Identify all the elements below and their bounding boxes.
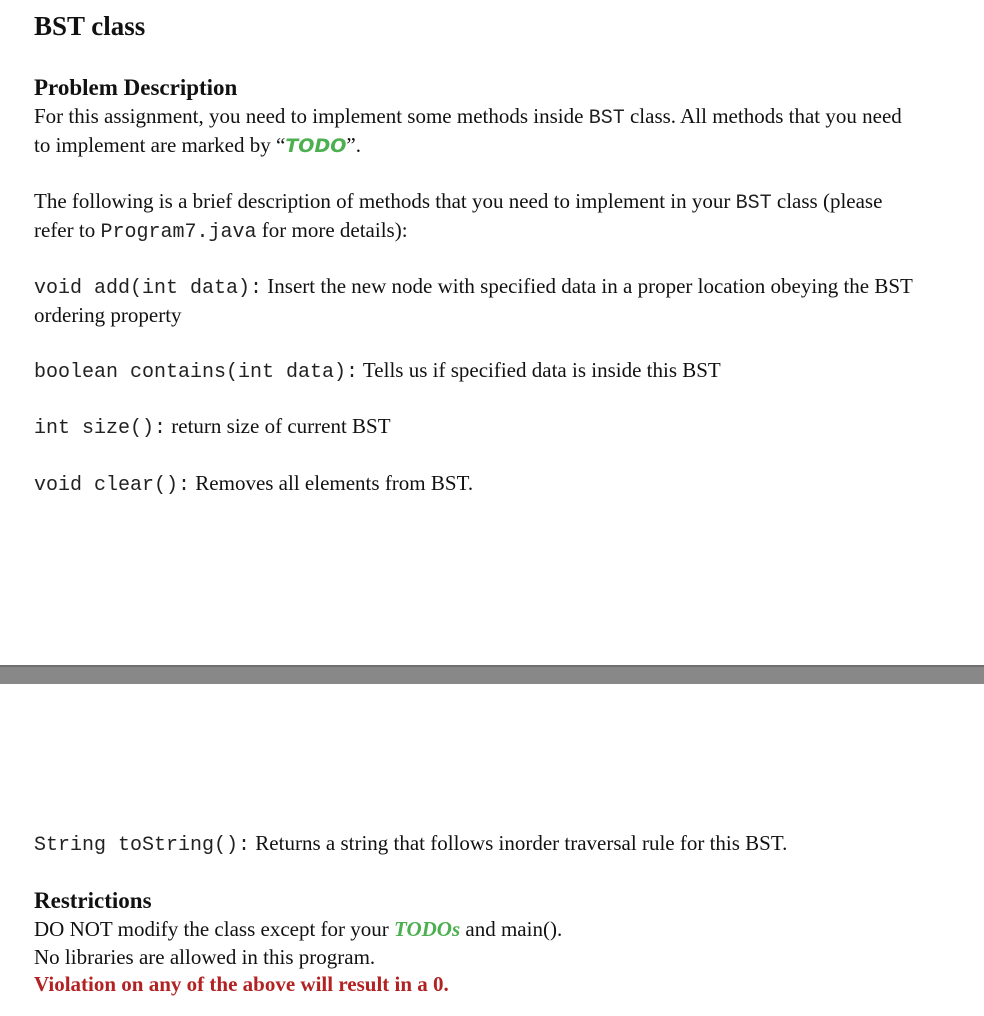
method-description: Insert the new node with specified data in a proper location obeying the BST: [262, 274, 913, 298]
methods-intro-text: for more details):: [256, 218, 408, 242]
method-signature: boolean contains(int data):: [34, 361, 359, 384]
method-description: Tells us if specified data is inside this BST: [358, 358, 721, 382]
method-description: ordering property: [34, 303, 182, 327]
method-signature: void clear():: [34, 474, 191, 497]
inline-code-program-file: Program7.java: [100, 221, 257, 244]
page-title: BST class: [34, 11, 146, 41]
restrictions-heading: Restrictions: [34, 888, 152, 913]
method-signature: String toString():: [34, 834, 251, 857]
page-separator: [0, 665, 984, 684]
intro-text: class. All methods that you need: [624, 104, 902, 128]
method-size: [34, 412, 391, 443]
document-page-2: [0, 684, 984, 1016]
restriction-line-1: [34, 915, 562, 944]
method-description: Returns a string that follows inorder traversal rule for this BST.: [250, 831, 788, 855]
method-add: [34, 272, 913, 303]
method-description: Removes all elements from BST.: [190, 471, 474, 495]
methods-intro-text: refer to: [34, 218, 101, 242]
method-clear: [34, 469, 473, 500]
restriction-text: and main().: [460, 917, 563, 941]
method-signature: int size():: [34, 417, 167, 440]
restriction-line-2: No libraries are allowed in this program.: [34, 945, 376, 969]
restriction-text: DO NOT modify the class except for your: [34, 917, 395, 941]
intro-line-1: [34, 102, 902, 133]
methods-intro-line-1: [34, 187, 882, 218]
inline-code-bst: BST: [588, 107, 625, 130]
todo-highlight: TODOs: [394, 917, 461, 941]
inline-code-bst: BST: [735, 192, 772, 215]
method-description: return size of current BST: [166, 414, 391, 438]
methods-intro-line-2: [34, 216, 408, 247]
methods-intro-text: class (please: [771, 189, 883, 213]
method-tostring: [34, 829, 787, 860]
todo-highlight: TODO: [285, 135, 347, 157]
method-add-continued: [34, 301, 182, 330]
intro-text: For this assignment, you need to implement some methods inside: [34, 104, 589, 128]
methods-intro-text: The following is a brief description of methods that you need to implement in your: [34, 189, 736, 213]
method-signature: void add(int data):: [34, 277, 263, 300]
intro-line-2: [34, 131, 361, 161]
intro-text: to implement are marked by “: [34, 133, 286, 157]
violation-warning: Violation on any of the above will result in a 0.: [34, 972, 449, 996]
intro-text: ”.: [346, 133, 361, 157]
problem-description-heading: Problem Description: [34, 75, 238, 100]
method-contains: [34, 356, 721, 387]
